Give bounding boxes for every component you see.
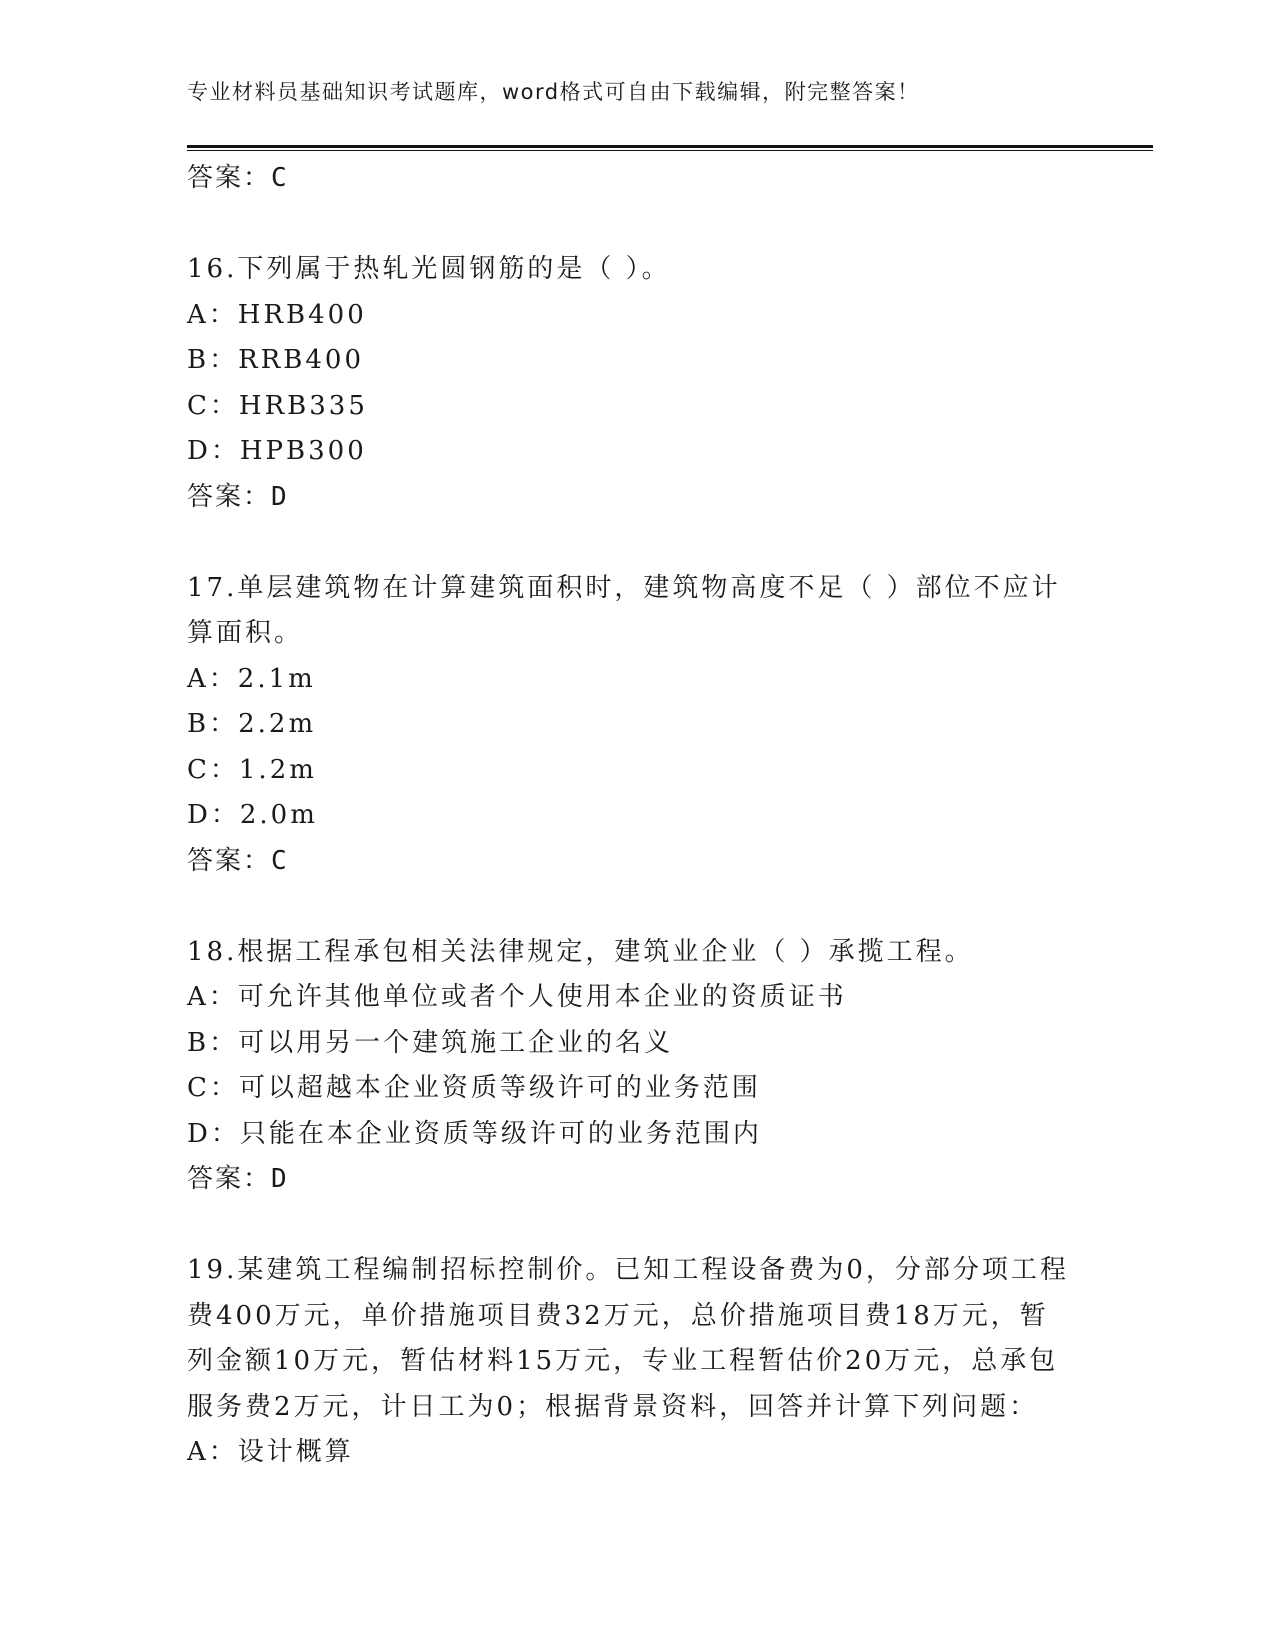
answer-label: 答案：: [187, 1164, 272, 1194]
question-16: [187, 247, 1087, 520]
question-17: [187, 566, 1087, 885]
question-answer: [187, 475, 1087, 521]
option-d: D：HPB300: [187, 436, 367, 466]
question-answer: [187, 839, 1087, 885]
question-stem-continued: 列金额10万元，暂估材料15万元，专业工程暂估价20万元，总承包: [187, 1346, 1059, 1376]
option-b: B：2.2m: [187, 709, 317, 739]
answer-value: D: [271, 481, 289, 512]
spacer: [187, 520, 1087, 566]
question-stem-continued: 算面积。: [187, 618, 304, 648]
question-18: [187, 930, 1087, 1203]
answer-label: 答案：: [187, 481, 272, 512]
answer-value: C: [271, 163, 289, 193]
option-c: C：可以超越本企业资质等级许可的业务范围: [187, 1073, 761, 1103]
answer-value: D: [271, 1164, 289, 1194]
spacer: [187, 884, 1087, 930]
question-stem-continued: 费400万元，单价措施项目费32万元，总价措施项目费18万元，暂: [187, 1300, 1049, 1331]
spacer: [187, 202, 1087, 248]
question-stem: 18.根据工程承包相关法律规定，建筑业企业（ ）承揽工程。: [187, 936, 974, 967]
answer-label: 答案：: [187, 163, 272, 193]
answer-value: C: [271, 845, 289, 876]
option-b: B：可以用另一个建筑施工企业的名义: [187, 1027, 674, 1058]
spacer: [187, 1203, 1087, 1249]
header-rule-thick: [187, 145, 1153, 148]
option-a: A：设计概算: [187, 1437, 354, 1467]
option-d: D：只能在本企业资质等级许可的业务范围内: [187, 1118, 762, 1149]
answer-label: 答案：: [187, 845, 272, 876]
question-stem-continued: 服务费2万元，计日工为0；根据背景资料，回答并计算下列问题：: [187, 1391, 1039, 1422]
question-19: [187, 1248, 1087, 1476]
option-b: B：RRB400: [187, 345, 364, 375]
header-rule-thin: [187, 150, 1153, 151]
option-a: A：HRB400: [187, 299, 367, 330]
page-header: 专业材料员基础知识考试题库，word格式可自由下载编辑，附完整答案！: [187, 80, 920, 104]
option-a: A：2.1m: [187, 663, 316, 694]
question-content: [187, 156, 1087, 1476]
option-c: C：1.2m: [187, 754, 317, 785]
question-stem: 16.下列属于热轧光圆钢筋的是（ ）。: [187, 254, 671, 284]
question-answer: [187, 1157, 1087, 1203]
question-stem: 17.单层建筑物在计算建筑面积时，建筑物高度不足（ ）部位不应计: [187, 572, 1061, 603]
previous-answer: [187, 156, 1087, 202]
option-a: A：可允许其他单位或者个人使用本企业的资质证书: [187, 982, 847, 1012]
question-stem: 19.某建筑工程编制招标控制价。已知工程设备费为0，分部分项工程: [187, 1255, 1069, 1285]
option-c: C：HRB335: [187, 390, 368, 421]
option-d: D：2.0m: [187, 800, 318, 830]
